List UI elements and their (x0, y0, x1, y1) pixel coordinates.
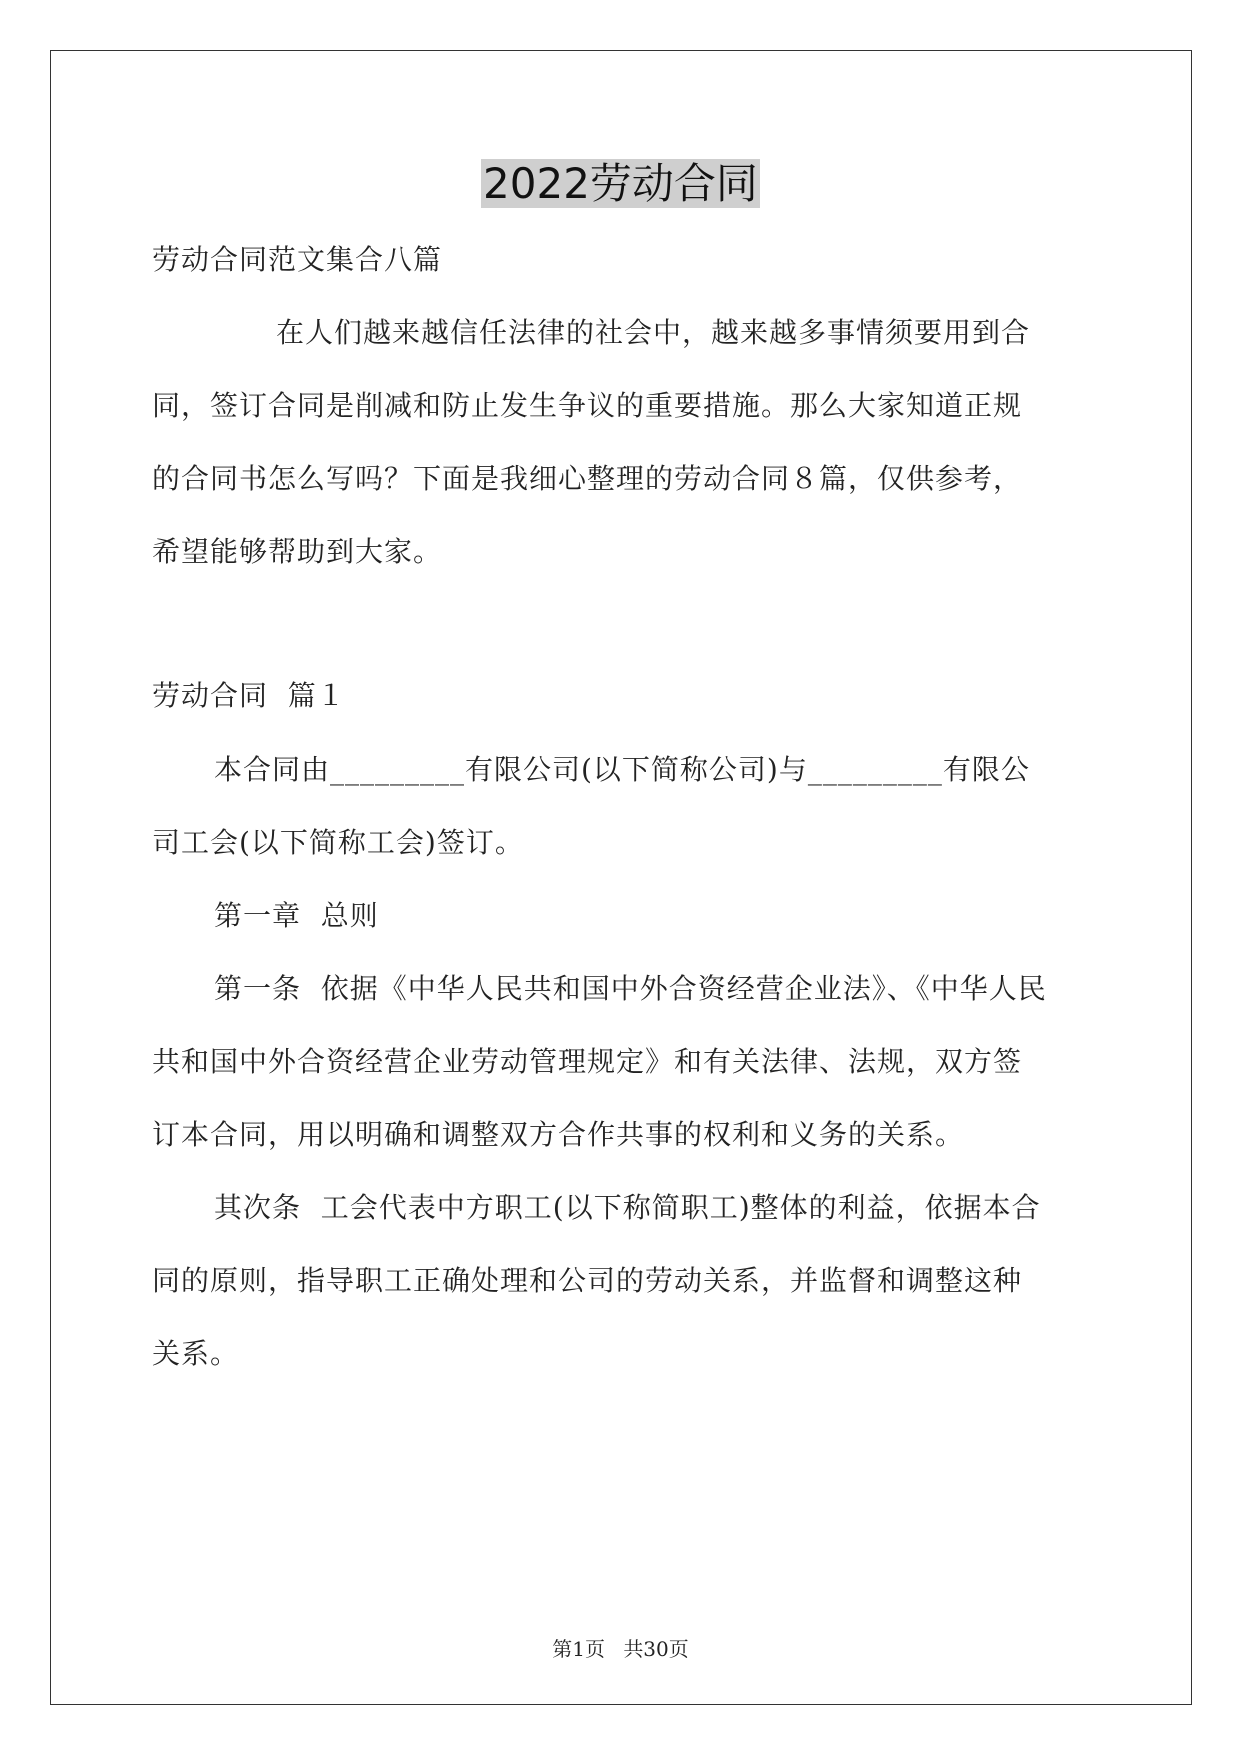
article1-line-1: 第一条 依据《中华人民共和国中外合资经营企业法》、《中华人民 (214, 972, 1047, 1005)
intro-line-4: 希望能够帮助到大家。 (152, 535, 443, 568)
para1-line-1: 本合同由_________有限公司(以下简称公司)与_________有限公 (214, 753, 1030, 786)
document-title-text: 2022劳动合同 (483, 159, 758, 208)
article2-line-2: 同的原则，指导职工正确处理和公司的劳动关系，并监督和调整这种 (152, 1264, 1023, 1297)
article2-line-3: 关系。 (152, 1337, 240, 1370)
article1-line-2: 共和国中外合资经营企业劳动管理规定》和有关法律、法规，双方签 (152, 1045, 1023, 1078)
intro-line-1: 在人们越来越信任法律的社会中，越来越多事情须要用到合 (276, 316, 1031, 349)
para1-line-2: 司工会(以下简称工会)签订。 (152, 826, 524, 859)
chapter-heading: 第一章 总则 (214, 899, 379, 932)
page-frame (50, 50, 1192, 1705)
article2-line-1: 其次条 工会代表中方职工(以下称简职工)整体的利益，依据本合 (214, 1191, 1041, 1224)
document-title (0, 154, 1241, 214)
page-footer (0, 1636, 1241, 1662)
section-heading: 劳动合同 篇１ (152, 679, 346, 712)
page-total: 共30页 (623, 1637, 689, 1661)
page-number: 第1页 (552, 1637, 605, 1661)
article1-line-3: 订本合同，用以明确和调整双方合作共事的权利和义务的关系。 (152, 1118, 965, 1151)
intro-line-3: 的合同书怎么写吗？下面是我细心整理的劳动合同８篇，仅供参考， (152, 462, 1023, 495)
intro-line-2: 同，签订合同是削减和防止发生争议的重要措施。那么大家知道正规 (152, 389, 1023, 422)
document-subtitle: 劳动合同范文集合八篇 (152, 243, 443, 276)
